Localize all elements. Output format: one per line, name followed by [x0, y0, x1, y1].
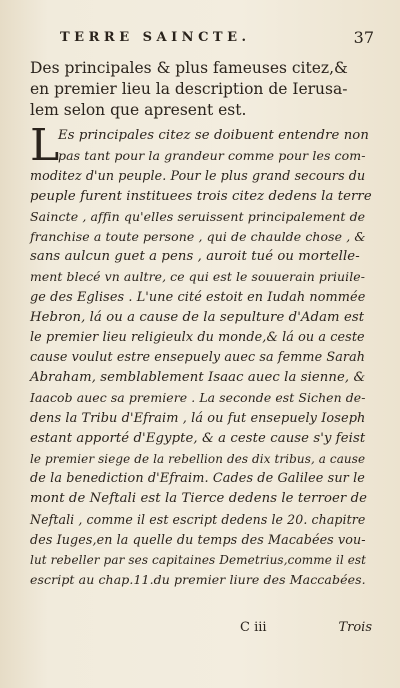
page-header	[52, 30, 374, 50]
text-line: dens la Tribu d'Efraim , lá ou fut ensepuely Ioseph	[30, 410, 366, 426]
text-line: sans aulcun guet a pens , auroit tué ou mortelle-	[30, 249, 360, 265]
text-line: Es principales citez se doibuent entendre non	[58, 128, 369, 143]
drop-cap: L	[30, 120, 60, 171]
text-line: escript au chap.11.du premier liure des Maccabées.	[30, 572, 366, 588]
text-line: peuple furent instituees trois citez dedens la terre	[30, 188, 372, 204]
text-line: ge des Eglises . L'une cité estoit en Iudah nommée	[30, 289, 366, 305]
text-line: Iaacob auec sa premiere . La seconde est Sichen de-	[30, 390, 366, 406]
text-line: Saincte , affin qu'elles seruissent principalement de	[30, 208, 366, 224]
text-line: Hebron, lá ou a cause de la sepulture d'Adam est	[30, 309, 365, 325]
heading-line: en premier lieu la description de Ierusa-	[30, 80, 348, 98]
body-text	[30, 120, 372, 590]
text-line: le premier siege de la rebellion des dix tribus, a cause	[30, 452, 366, 466]
text-line: ment blecé vn aultre, ce qui est le souuerain priuile-	[30, 269, 366, 285]
catchword: Trois	[338, 620, 372, 635]
text-line: de la benediction d'Efraim. Cades de Galilee sur le	[30, 471, 365, 487]
heading-line: lem selon que apresent est.	[30, 101, 247, 119]
text-line: cause voulut estre ensepuely auec sa femme Sarah	[30, 350, 366, 366]
text-line: des Iuges,en la quelle du temps des Macabées vou-	[30, 531, 366, 547]
text-line: le premier lieu religieulx du monde,& lá ou a ceste	[30, 329, 365, 345]
running-head: TERRE SAINCTE.	[60, 30, 251, 45]
text-line: moditez d'un peuple. Pour le plus grand secours du	[30, 168, 366, 184]
text-line: Neftali , comme il est escript dedens le 20. chapitre	[30, 511, 366, 527]
text-line: mont de Neftali est la Tierce dedens le terroer de	[30, 491, 368, 507]
text-line: franchise a toute persone , qui de chaulde chose , &	[30, 228, 366, 244]
signature-mark: C iii	[240, 620, 267, 635]
text-line: Abraham, semblablement Isaac auec la sienne, &	[30, 370, 366, 386]
page-footer	[30, 620, 372, 642]
text-line: lut rebeller par ses capitaines Demetrius,comme il est	[30, 552, 367, 567]
text-line: estant apporté d'Egypte, & a ceste cause s'y feist	[30, 430, 366, 446]
text-line: pas tant pour la grandeur comme pour les com-	[58, 148, 366, 164]
page-number: 37	[353, 28, 374, 47]
heading-line: Des principales & plus fameuses citez,&	[30, 59, 348, 77]
section-heading	[30, 58, 370, 121]
